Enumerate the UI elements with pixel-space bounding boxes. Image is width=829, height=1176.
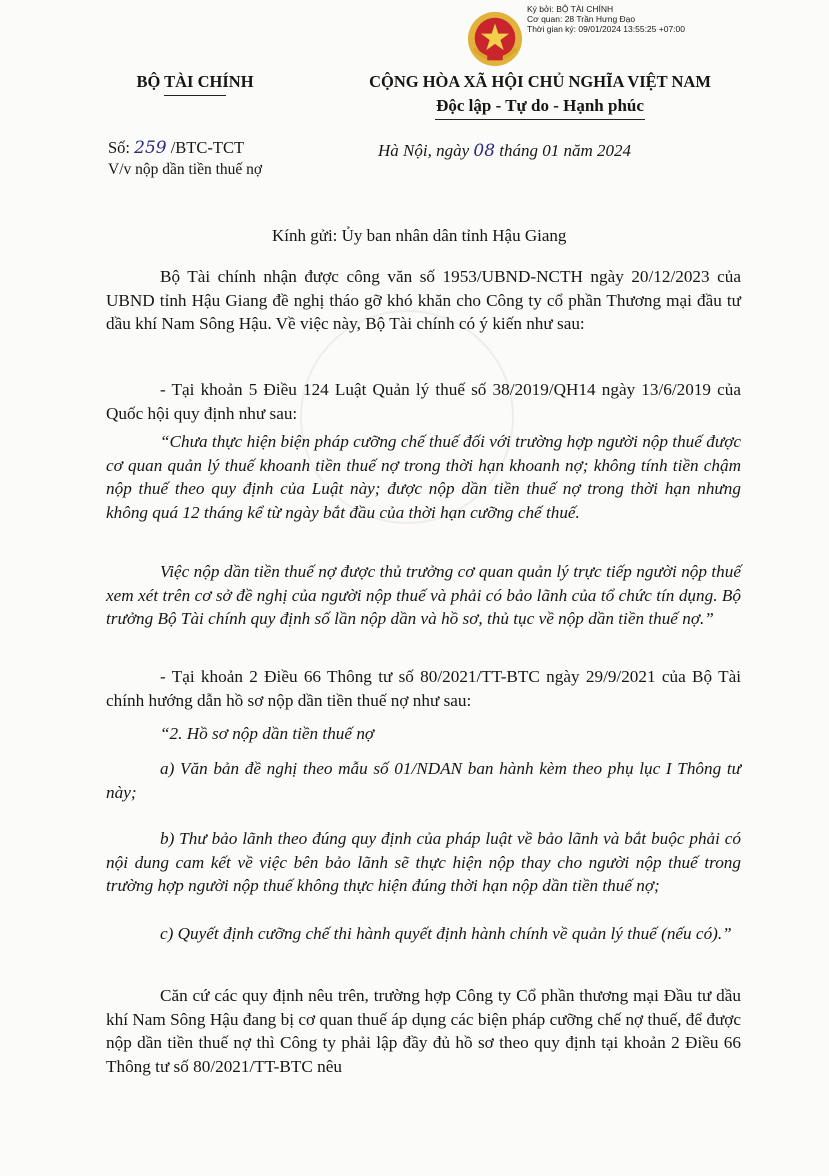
digital-signature-block bbox=[527, 4, 685, 34]
doc-number-handwritten: 259 bbox=[134, 138, 167, 158]
national-header bbox=[320, 72, 760, 120]
signature-agency: Cơ quan: 28 Trần Hưng Đạo bbox=[527, 14, 636, 24]
body-paragraph-3: - Tại khoản 2 Điều 66 Thông tư số 80/2021/TT-BTC ngày 29/9/2021 của Bộ Tài chính hướng dẫn hồ sơ nộp dần tiền thuế nợ như sau: bbox=[106, 667, 741, 710]
body-paragraph-4: Căn cứ các quy định nêu trên, trường hợp Công ty Cổ phần thương mại Đầu tư dầu khí Nam Sông Hậu đang bị cơ quan thuế áp dụng các biện pháp cưỡng chế nợ thuế, để được nộp dần tiền thuế nợ thì Công ty phải lập đầy đủ hồ sơ theo quy định tại khoản 2 Điều 66 Thông tư số 80/2021/TT-BTC nêu bbox=[106, 986, 741, 1076]
date-rest: tháng 01 năm 2024 bbox=[499, 141, 632, 160]
national-motto: Độc lập - Tự do - Hạnh phúc bbox=[436, 96, 644, 115]
body-paragraph-2: - Tại khoản 5 Điều 124 Luật Quản lý thuế số 38/2019/QH14 ngày 13/6/2019 của Quốc hội quy định như sau: bbox=[106, 380, 741, 423]
document-subject: V/v nộp dần tiền thuế nợ bbox=[108, 161, 263, 178]
recipient-line: Kính gửi: Ủy ban nhân dân tỉnh Hậu Giang bbox=[272, 226, 567, 245]
signature-signer: Ký bởi: BỘ TÀI CHÍNH bbox=[527, 4, 614, 14]
issuing-agency-header bbox=[100, 72, 290, 96]
ministry-name: BỘ TÀI CHÍNH bbox=[136, 72, 254, 91]
body-paragraph-1: Bộ Tài chính nhận được công văn số 1953/UBND-NCTH ngày 20/12/2023 của UBND tỉnh Hậu Giang đề nghị tháo gỡ khó khăn cho Công ty cổ phần Thương mại đầu tư dầu khí Nam Sông Hậu. Về việc này, Bộ Tài chính có ý kiến như sau: bbox=[106, 267, 741, 333]
quote-paragraph-1: “Chưa thực hiện biện pháp cưỡng chế thuế đối với trường hợp người nộp thuế được cơ quan quản lý thuế khoanh tiền thuế nợ trong thời hạn khoanh nợ; không tính tiền chậm nộp thuế theo quy định của Luật này; được nộp dần tiền thuế nợ trong thời hạn nhưng không quá 12 tháng kể từ ngày bắt đầu của thời hạn cưỡng chế thuế. bbox=[106, 432, 741, 522]
document-number bbox=[108, 138, 244, 158]
quote-heading: “2. Hồ sơ nộp dần tiền thuế nợ bbox=[160, 724, 375, 743]
quote-item-c: c) Quyết định cưỡng chế thi hành quyết định hành chính về quản lý thuế (nếu có).” bbox=[160, 924, 732, 943]
doc-number-code: /BTC-TCT bbox=[170, 138, 245, 157]
doc-number-prefix: Số: bbox=[108, 138, 131, 157]
signature-time: Thời gian ký: 09/01/2024 13:55:25 +07:00 bbox=[527, 24, 685, 34]
header-underline bbox=[164, 95, 226, 96]
quote-paragraph-2: Việc nộp dần tiền thuế nợ được thủ trưởng cơ quan quản lý trực tiếp người nộp thuế xem xét trên cơ sở đề nghị của người nộp thuế và phải có bảo lãnh của tổ chức tín dụng. Bộ trưởng Bộ Tài chính quy định số lần nộp dần và hồ sơ, thủ tục về nộp dần tiền thuế nợ.” bbox=[106, 562, 741, 628]
date-prefix: Hà Nội, ngày bbox=[378, 141, 470, 160]
quote-item-b: b) Thư bảo lãnh theo đúng quy định của pháp luật về bảo lãnh và bắt buộc phải có nội dung cam kết về việc bên bảo lãnh sẽ thực hiện nộp thay cho người nộp thuế trong trường hợp người nộp thuế không thực hiện đúng thời hạn nộp dần tiền thuế nợ; bbox=[106, 829, 741, 895]
document-date bbox=[378, 141, 631, 161]
national-emblem-icon bbox=[466, 10, 524, 68]
motto-underline bbox=[435, 119, 645, 120]
date-day-handwritten: 08 bbox=[473, 141, 496, 161]
country-name: CỘNG HÒA XÃ HỘI CHỦ NGHĨA VIỆT NAM bbox=[369, 72, 711, 91]
quote-item-a: a) Văn bản đề nghị theo mẫu số 01/NDAN ban hành kèm theo phụ lục I Thông tư này; bbox=[106, 759, 741, 802]
